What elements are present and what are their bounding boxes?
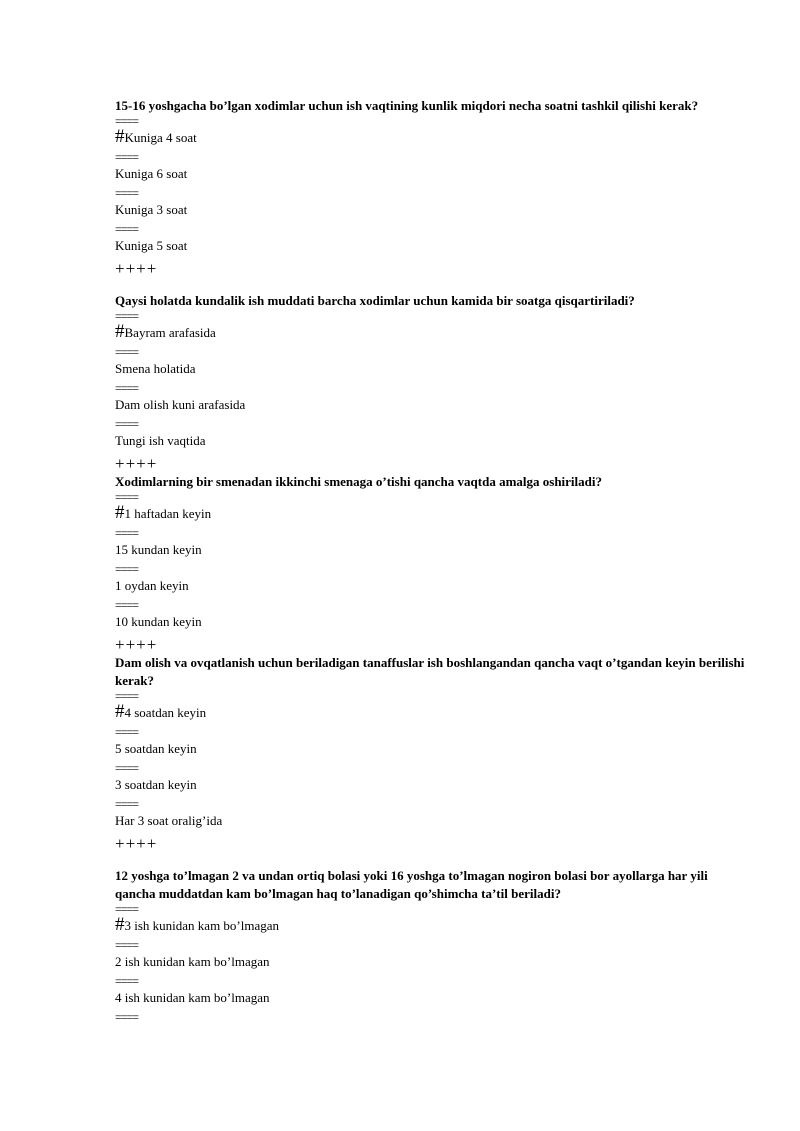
option-text: Kuniga 4 soat bbox=[124, 130, 197, 145]
correct-marker: # bbox=[115, 126, 125, 147]
option: Dam olish kuni arafasida bbox=[115, 397, 246, 412]
correct-marker: # bbox=[115, 321, 125, 342]
end-marker: ++++ bbox=[115, 635, 158, 654]
question-block bbox=[115, 654, 750, 853]
separator: ==== bbox=[115, 381, 139, 395]
separator: ==== bbox=[115, 345, 139, 359]
question-text: 15-16 yoshgacha bo’lgan xodimlar uchun ish vaqtining kunlik miqdori necha soatni tashkil qilishi kerak? bbox=[115, 98, 699, 113]
option: 4 ish kunidan kam bo’lmagan bbox=[115, 990, 270, 1005]
separator: ==== bbox=[115, 562, 139, 576]
separator: ==== bbox=[115, 902, 139, 916]
separator: ==== bbox=[115, 150, 139, 164]
end-marker: ++++ bbox=[115, 259, 158, 278]
separator: ==== bbox=[115, 526, 139, 540]
separator: ==== bbox=[115, 186, 139, 200]
question-block bbox=[115, 473, 750, 654]
separator: ==== bbox=[115, 222, 139, 236]
option: Kuniga 6 soat bbox=[115, 166, 188, 181]
separator: ==== bbox=[115, 1010, 139, 1024]
option-correct bbox=[115, 503, 750, 525]
question-block bbox=[115, 867, 750, 1024]
option-text: 1 haftadan keyin bbox=[124, 506, 212, 521]
option: Kuniga 5 soat bbox=[115, 238, 188, 253]
correct-marker: # bbox=[115, 502, 125, 523]
separator: ==== bbox=[115, 938, 139, 952]
option: 1 oydan keyin bbox=[115, 578, 189, 593]
question-text: Xodimlarning bir smenadan ikkinchi smenaga o’tishi qancha vaqtda amalga oshiriladi? bbox=[115, 474, 602, 489]
question-text: 12 yoshga to’lmagan 2 va undan ortiq bolasi yoki 16 yoshga to’lmagan nogiron bolasi bor ayollarga har yili qancha muddatdan kam bo’lmagan haq to’lanadigan qo’shimcha ta’til beriladi? bbox=[115, 868, 708, 901]
option-correct bbox=[115, 322, 750, 344]
option: Kuniga 3 soat bbox=[115, 202, 188, 217]
question-block bbox=[115, 97, 750, 278]
end-marker: ++++ bbox=[115, 834, 158, 853]
option: Smena holatida bbox=[115, 361, 196, 376]
question-block bbox=[115, 292, 750, 473]
document-page bbox=[115, 97, 750, 1023]
option: 15 kundan keyin bbox=[115, 542, 202, 557]
separator: ==== bbox=[115, 974, 139, 988]
separator: ==== bbox=[115, 114, 139, 128]
option: 2 ish kunidan kam bo’lmagan bbox=[115, 954, 270, 969]
separator: ==== bbox=[115, 761, 139, 775]
separator: ==== bbox=[115, 490, 139, 504]
end-marker: ++++ bbox=[115, 454, 158, 473]
separator: ==== bbox=[115, 598, 139, 612]
option-correct bbox=[115, 127, 750, 149]
option-text: 4 soatdan keyin bbox=[124, 705, 207, 720]
question-text: Dam olish va ovqatlanish uchun beriladigan tanaffuslar ish boshlangandan qancha vaqt o’tgandan keyin berilishi kerak? bbox=[115, 655, 745, 688]
option: 5 soatdan keyin bbox=[115, 741, 197, 756]
option: 10 kundan keyin bbox=[115, 614, 202, 629]
option-text: Bayram arafasida bbox=[124, 325, 216, 340]
option-text: 3 ish kunidan kam bo’lmagan bbox=[124, 918, 280, 933]
separator: ==== bbox=[115, 417, 139, 431]
option-correct bbox=[115, 915, 750, 937]
option: Har 3 soat oralig’ida bbox=[115, 813, 223, 828]
separator: ==== bbox=[115, 309, 139, 323]
option: Tungi ish vaqtida bbox=[115, 433, 206, 448]
question-text: Qaysi holatda kundalik ish muddati barcha xodimlar uchun kamida bir soatga qisqartiriladi? bbox=[115, 293, 635, 308]
option: 3 soatdan keyin bbox=[115, 777, 197, 792]
separator: ==== bbox=[115, 725, 139, 739]
correct-marker: # bbox=[115, 914, 125, 935]
separator: ==== bbox=[115, 689, 139, 703]
separator: ==== bbox=[115, 797, 139, 811]
option-correct bbox=[115, 702, 750, 724]
correct-marker: # bbox=[115, 701, 125, 722]
